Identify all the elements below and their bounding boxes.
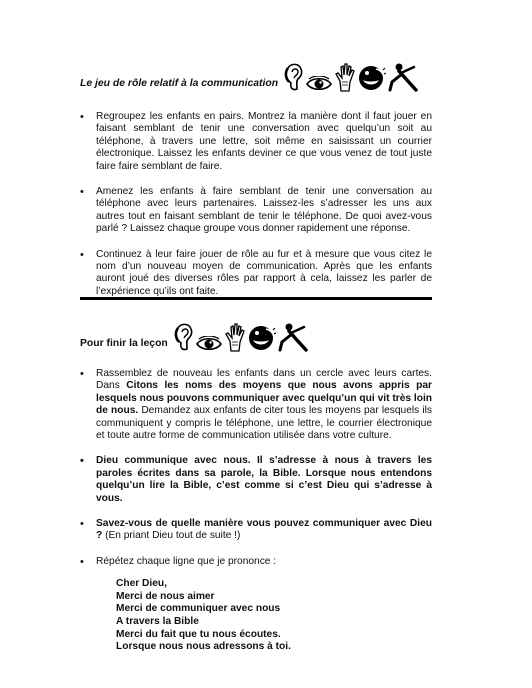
body-stretch-icon (388, 62, 420, 92)
section2-title: Pour finir la leçon (80, 338, 168, 349)
hand-icon (334, 62, 356, 92)
list-item (80, 556, 432, 654)
hand-icon (224, 322, 246, 352)
section1-bullet-list (80, 111, 432, 311)
bullet1-text-end: Demandez aux enfants de citer tous les moyens par lesquels ils communiquent y compris le téléphone, une lettre, le courrier électronique et toute autre forme de communication utilisée dans votre culture. (96, 405, 432, 442)
section2-heading-row (80, 322, 310, 352)
eye-icon (196, 336, 222, 352)
body-stretch-icon (278, 322, 310, 352)
section2-icons (172, 322, 310, 352)
head-mouth-icon (358, 64, 386, 92)
ear-icon (172, 322, 194, 352)
section1-title: Le jeu de rôle relatif à la communication (80, 78, 279, 89)
prayer-line: Merci du fait que tu nous écoutes. (116, 628, 281, 640)
list-item: • Regroupez les enfants en pairs. Montrez la manière dont il faut jouer en faisant semblant de tenir une conversation avec quelqu’un soit au téléphone, à travers une lettre, soit même en saisissant un courrier électronique. Laissez les enfants deviner ce que vous venez de tout juste faire faire semblant de faire. (80, 111, 432, 173)
list-item: • Amenez les enfants à faire semblant de tenir une conversation au téléphone avec leurs partenaires. Laissez-les s’adresser les uns aux autres tout en faisant semblant de tenir le téléphone. De quoi avez-vous parlé ? Laissez chaque groupe vous donner rapidement une réponse. (80, 186, 432, 236)
bullet3-note: (En priant Dieu tout de suite !) (102, 530, 241, 542)
prayer-line: Cher Dieu, (116, 578, 167, 590)
bullet1-bold-text: Citons les noms des moyens que nous avons appris par lesquels nous pouvons communiquer avec quelqu’un qui vit très loin de nous. (96, 380, 432, 417)
prayer-line: Merci de nous aimer (116, 590, 215, 602)
list-item (80, 368, 432, 442)
bullet1-text-start: Rassemblez de nouveau les enfants dans un cercle avec leurs cartes. Dans (96, 368, 432, 392)
section-divider (80, 297, 432, 300)
head-mouth-icon (248, 324, 276, 352)
section1-icons (282, 62, 420, 92)
section1-heading-row (80, 62, 420, 92)
section2-bullet-list (80, 368, 432, 667)
eye-icon (306, 76, 332, 92)
list-item: • Dieu communique avec nous. Il s’adresse à nous à travers les paroles écrites dans sa parole, la Bible. Lorsque nous entendons quelqu’un lire la Bible, c’est comme si c’est Dieu qui s’adresse à vous. (80, 455, 432, 505)
bullet3-bold-text: Savez-vous de quelle manière vous pouvez communiquer avec Dieu ? (96, 518, 432, 542)
prayer-line: A travers la Bible (116, 616, 199, 628)
bullet4-text: Répétez chaque ligne que je prononce : (96, 555, 277, 567)
prayer-line: Lorsque nous nous adressons à toi. (116, 641, 291, 653)
prayer-block (116, 578, 432, 654)
list-item (80, 518, 432, 543)
prayer-line: Merci de communiquer avec nous (116, 603, 281, 615)
list-item: • Continuez à leur faire jouer de rôle au fur et à mesure que vous citez le nom d’un nouveau moyen de communication. Après que les enfants auront joué des diverses rôles par rapport à cela, laissez les parler de l’expérience qu’ils ont faite. (80, 249, 432, 299)
ear-icon (282, 62, 304, 92)
